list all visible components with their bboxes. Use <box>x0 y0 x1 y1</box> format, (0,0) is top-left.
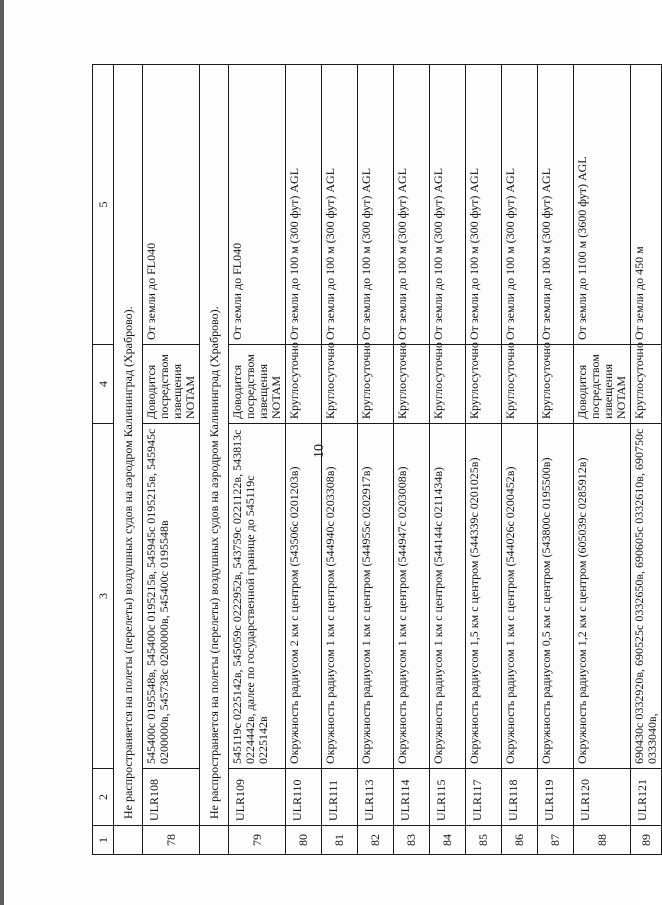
zone-mode: Доводится посредством извещения NOTAM <box>574 345 631 424</box>
page-number: 10 <box>312 444 327 458</box>
row-number: 88 <box>574 826 631 855</box>
section-note-blank <box>114 826 143 855</box>
zone-code: ULR109 <box>229 769 286 826</box>
zone-code: ULR108 <box>143 769 200 826</box>
zone-description: 545119с 0225142в, 545059с 0222952в, 543759с 0221122в, 543813с 0224442в, далее по государственной границе до 545119с 0225142в <box>229 424 286 769</box>
row-number: 84 <box>430 826 466 855</box>
zone-altitude: От земли до 100 м (300 фут) AGL <box>466 65 502 345</box>
scan-edge <box>0 0 4 905</box>
zone-code: ULR111 <box>322 769 358 826</box>
row-number: 86 <box>502 826 538 855</box>
section-note-row <box>200 65 229 855</box>
zone-description: Окружность радиусом 1 км с центром (544144с 0211434в) <box>430 424 466 769</box>
table-row <box>358 65 394 855</box>
header-cell: 1 <box>93 826 114 855</box>
zone-altitude: От земли до 100 м (300 фут) AGL <box>322 65 358 345</box>
zone-description: Окружность радиусом 1,5 км с центром (544339с 0201025в) <box>466 424 502 769</box>
zone-altitude: От земли до 450 м <box>631 65 662 345</box>
zone-altitude: От земли до 100 м (300 фут) AGL <box>394 65 430 345</box>
row-number: 78 <box>143 826 200 855</box>
zone-description: Окружность радиусом 2 км с центром (543506с 0201203в) <box>286 424 322 769</box>
row-number: 80 <box>286 826 322 855</box>
zone-description: Окружность радиусом 1,2 км с центром (605039с 0285912в) <box>574 424 631 769</box>
zone-mode: Круглосуточно <box>466 345 502 424</box>
row-number: 79 <box>229 826 286 855</box>
zone-code: ULR115 <box>430 769 466 826</box>
zone-description: Окружность радиусом 1 км с центром (544947с 0203008в) <box>394 424 430 769</box>
zone-mode: Круглосуточно <box>538 345 574 424</box>
zone-description: Окружность радиусом 1 км с центром (544955с 0202917в) <box>358 424 394 769</box>
zone-altitude: От земли до 100 м (300 фут) AGL <box>502 65 538 345</box>
row-number: 87 <box>538 826 574 855</box>
zone-altitude: От земли до FL040 <box>143 65 200 345</box>
zone-mode: Круглосуточно <box>322 345 358 424</box>
zone-mode: Доводится посредством извещения NOTAM <box>143 345 200 424</box>
zone-code: ULR120 <box>574 769 631 826</box>
zone-code: ULR118 <box>502 769 538 826</box>
zone-description: 545400с 0195548в, 545400с 0195215в, 545945с 0195215в, 545945с 0200000в, 545738с 0200000в, 545400с 0195548в <box>143 424 200 769</box>
header-cell: 5 <box>93 65 114 345</box>
zone-mode: Круглосуточно <box>631 345 662 424</box>
zone-mode: Круглосуточно <box>502 345 538 424</box>
zone-mode: Доводится посредством извещения NOTAM <box>229 345 286 424</box>
zone-description: Окружность радиусом 0,5 км с центром (543800с 0195500в) <box>538 424 574 769</box>
table-row <box>143 65 200 855</box>
zone-mode: Круглосуточно <box>394 345 430 424</box>
header-cell: 3 <box>93 424 114 769</box>
row-number: 83 <box>394 826 430 855</box>
zone-altitude: От земли до FL040 <box>229 65 286 345</box>
zone-description: Окружность радиусом 1 км с центром (544026с 0200452в) <box>502 424 538 769</box>
row-number: 85 <box>466 826 502 855</box>
zone-code: ULR117 <box>466 769 502 826</box>
row-number: 89 <box>631 826 662 855</box>
zone-code: ULR119 <box>538 769 574 826</box>
zone-code: ULR113 <box>358 769 394 826</box>
zone-altitude: От земли до 100 м (300 фут) AGL <box>286 65 322 345</box>
section-note-row <box>114 65 143 855</box>
header-cell: 4 <box>93 345 114 424</box>
zone-altitude: От земли до 100 м (300 фут) AGL <box>538 65 574 345</box>
table-row <box>286 65 322 855</box>
airspace-table <box>92 64 662 855</box>
header-cell: 2 <box>93 769 114 826</box>
zone-mode: Круглосуточно <box>358 345 394 424</box>
section-note: Не распространяется на полеты (перелеты) воздушных судов на аэродром Калининград (Храброво). <box>200 65 229 826</box>
table-row <box>466 65 502 855</box>
row-number: 81 <box>322 826 358 855</box>
table-row <box>322 65 358 855</box>
zone-altitude: От земли до 100 м (300 фут) AGL <box>430 65 466 345</box>
table-row <box>430 65 466 855</box>
zone-altitude: От земли до 1100 м (3600 фут) AGL <box>574 65 631 345</box>
section-note-blank <box>200 826 229 855</box>
rotated-table-wrapper <box>92 65 659 855</box>
section-note: Не распространяется на полеты (перелеты) воздушных судов на аэродром Калининград (Храброво). <box>114 65 143 826</box>
zone-mode: Круглосуточно <box>286 345 322 424</box>
header-row <box>93 65 114 855</box>
table-row <box>538 65 574 855</box>
row-number: 82 <box>358 826 394 855</box>
zone-mode: Круглосуточно <box>430 345 466 424</box>
table-row <box>394 65 430 855</box>
zone-code: ULR121 <box>631 769 662 826</box>
table-row <box>229 65 286 855</box>
zone-description: 690430с 0332920в, 690525с 0332650в, 690605с 0332610в, 690750с 0333040в, <box>631 424 662 769</box>
zone-altitude: От земли до 100 м (300 фут) AGL <box>358 65 394 345</box>
table-row <box>574 65 631 855</box>
table-row <box>631 65 662 855</box>
zone-code: ULR110 <box>286 769 322 826</box>
zone-code: ULR114 <box>394 769 430 826</box>
zone-description: Окружность радиусом 1 км с центром (544940с 0203308в) <box>322 424 358 769</box>
table-row <box>502 65 538 855</box>
